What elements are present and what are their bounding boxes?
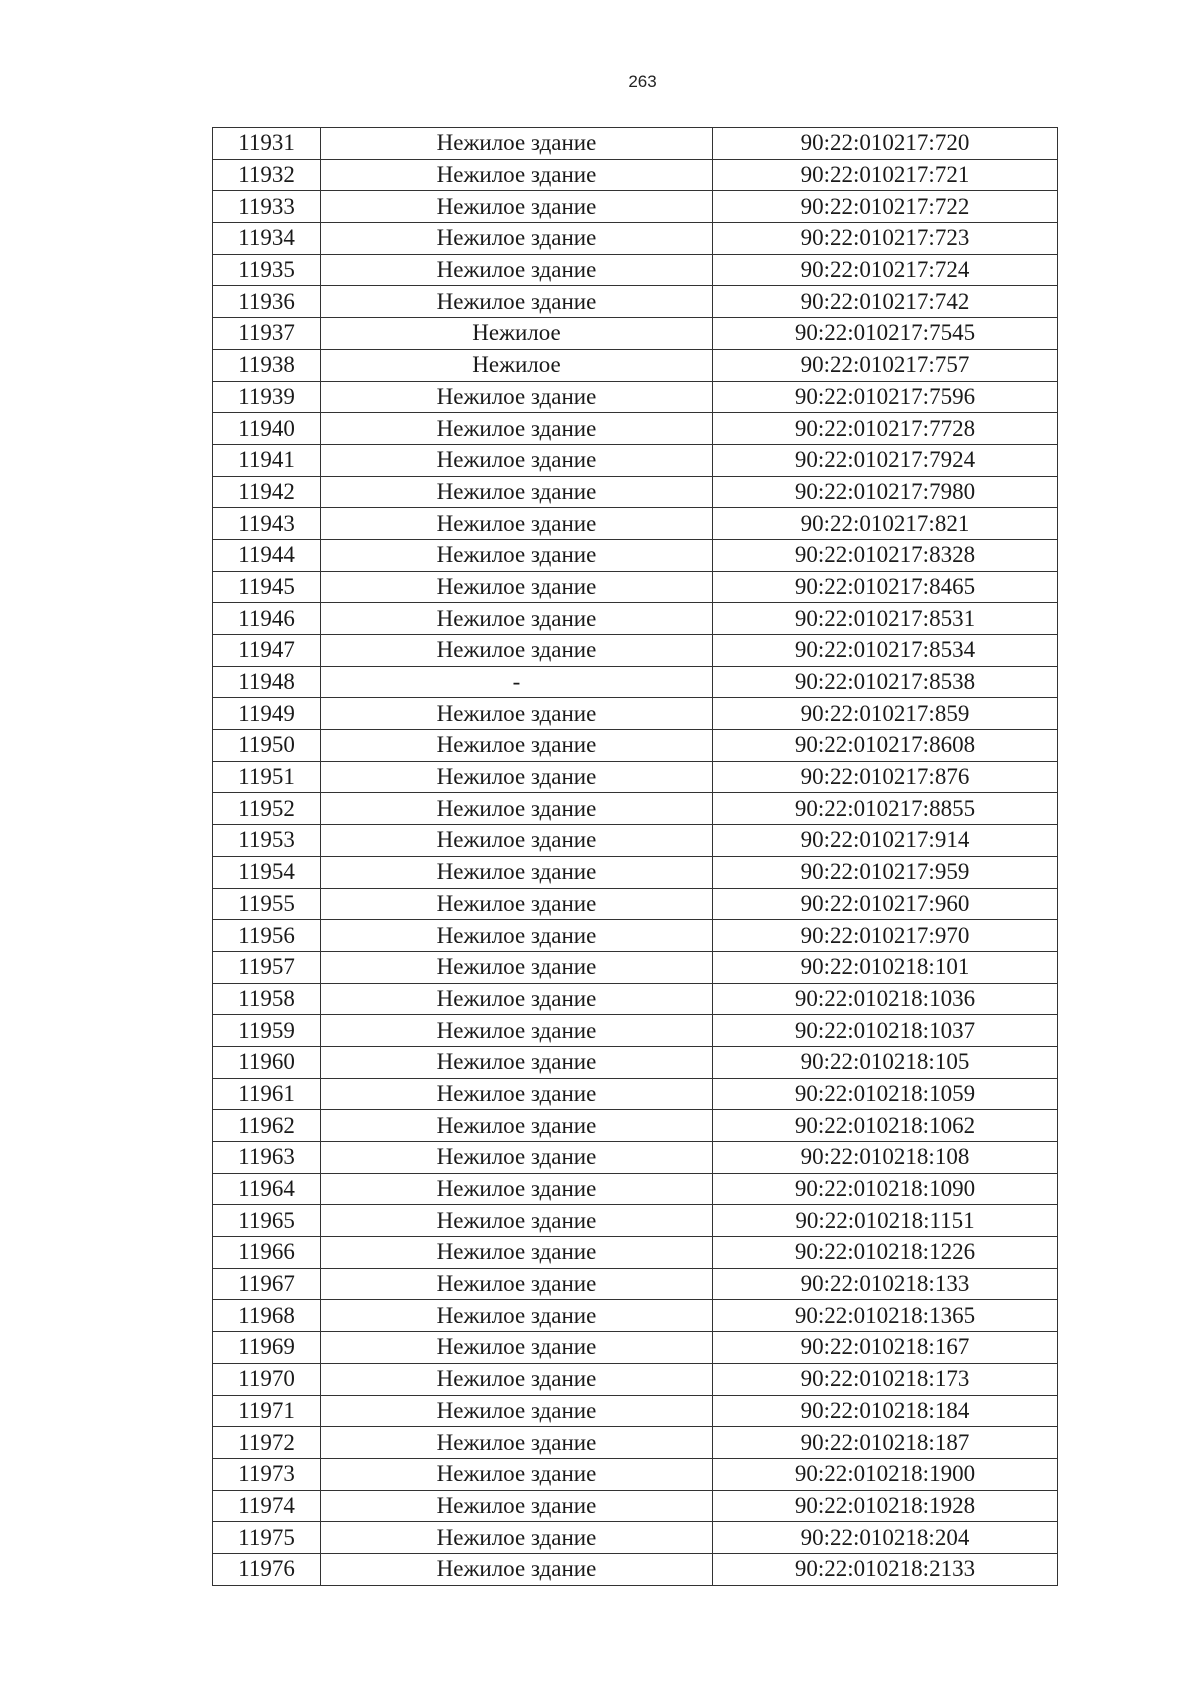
table-row <box>213 349 1058 381</box>
cadastral-number-cell: 90:22:010217:960 <box>713 888 1058 920</box>
table-row <box>213 983 1058 1015</box>
cadastral-number-cell: 90:22:010218:133 <box>713 1268 1058 1300</box>
table-row <box>213 603 1058 635</box>
row-number-cell: 11938 <box>213 349 321 381</box>
table-row <box>213 698 1058 730</box>
table-row <box>213 1427 1058 1459</box>
cadastral-number-cell: 90:22:010217:7924 <box>713 444 1058 476</box>
object-type-cell: Нежилое здание <box>321 159 713 191</box>
cadastral-number-cell: 90:22:010217:8538 <box>713 666 1058 698</box>
object-type-cell: Нежилое здание <box>321 286 713 318</box>
page-number: 263 <box>628 72 657 91</box>
table-row <box>213 444 1058 476</box>
table-row <box>213 159 1058 191</box>
cadastral-number-cell: 90:22:010218:2133 <box>713 1553 1058 1585</box>
table-row <box>213 635 1058 667</box>
cadastral-number-cell: 90:22:010218:105 <box>713 1046 1058 1078</box>
row-number-cell: 11971 <box>213 1395 321 1427</box>
cadastral-number-cell: 90:22:010218:1059 <box>713 1078 1058 1110</box>
object-type-cell: Нежилое здание <box>321 1395 713 1427</box>
cadastral-number-cell: 90:22:010217:721 <box>713 159 1058 191</box>
object-type-cell: Нежилое здание <box>321 730 713 762</box>
table-row <box>213 381 1058 413</box>
cadastral-number-cell: 90:22:010217:859 <box>713 698 1058 730</box>
row-number-cell: 11968 <box>213 1300 321 1332</box>
row-number-cell: 11960 <box>213 1046 321 1078</box>
object-type-cell: Нежилое здание <box>321 951 713 983</box>
object-type-cell: Нежилое здание <box>321 603 713 635</box>
table-row <box>213 318 1058 350</box>
row-number-cell: 11957 <box>213 951 321 983</box>
row-number-cell: 11975 <box>213 1522 321 1554</box>
row-number-cell: 11964 <box>213 1173 321 1205</box>
object-type-cell: Нежилое здание <box>321 1332 713 1364</box>
object-type-cell: Нежилое здание <box>321 1490 713 1522</box>
table-row <box>213 1046 1058 1078</box>
row-number-cell: 11932 <box>213 159 321 191</box>
table-row <box>213 1395 1058 1427</box>
cadastral-number-cell: 90:22:010218:167 <box>713 1332 1058 1364</box>
table-row <box>213 476 1058 508</box>
cadastral-number-cell: 90:22:010218:184 <box>713 1395 1058 1427</box>
object-type-cell: Нежилое здание <box>321 191 713 223</box>
row-number-cell: 11966 <box>213 1237 321 1269</box>
row-number-cell: 11949 <box>213 698 321 730</box>
row-number-cell: 11969 <box>213 1332 321 1364</box>
table-row <box>213 1332 1058 1364</box>
table-row <box>213 128 1058 160</box>
cadastral-number-cell: 90:22:010218:173 <box>713 1363 1058 1395</box>
cadastral-number-cell: 90:22:010217:876 <box>713 761 1058 793</box>
row-number-cell: 11959 <box>213 1015 321 1047</box>
row-number-cell: 11943 <box>213 508 321 540</box>
object-type-cell: Нежилое <box>321 349 713 381</box>
cadastral-number-cell: 90:22:010217:7596 <box>713 381 1058 413</box>
object-type-cell: Нежилое здание <box>321 508 713 540</box>
cadastral-number-cell: 90:22:010217:742 <box>713 286 1058 318</box>
table-row <box>213 254 1058 286</box>
cadastral-number-cell: 90:22:010217:970 <box>713 920 1058 952</box>
table-row <box>213 286 1058 318</box>
table-row <box>213 1522 1058 1554</box>
object-type-cell: Нежилое здание <box>321 1046 713 1078</box>
row-number-cell: 11976 <box>213 1553 321 1585</box>
object-type-cell: Нежилое здание <box>321 571 713 603</box>
object-type-cell: - <box>321 666 713 698</box>
table-row <box>213 1553 1058 1585</box>
table-row <box>213 571 1058 603</box>
object-type-cell: Нежилое здание <box>321 635 713 667</box>
registry-table-body <box>213 128 1058 1586</box>
table-row <box>213 1173 1058 1205</box>
table-row <box>213 856 1058 888</box>
cadastral-number-cell: 90:22:010217:8465 <box>713 571 1058 603</box>
table-row <box>213 825 1058 857</box>
object-type-cell: Нежилое здание <box>321 698 713 730</box>
row-number-cell: 11937 <box>213 318 321 350</box>
object-type-cell: Нежилое здание <box>321 223 713 255</box>
table-row <box>213 1078 1058 1110</box>
object-type-cell: Нежилое здание <box>321 381 713 413</box>
registry-table <box>212 127 1058 1586</box>
table-row <box>213 539 1058 571</box>
cadastral-number-cell: 90:22:010218:1090 <box>713 1173 1058 1205</box>
cadastral-number-cell: 90:22:010217:8328 <box>713 539 1058 571</box>
row-number-cell: 11973 <box>213 1458 321 1490</box>
table-row <box>213 1237 1058 1269</box>
object-type-cell: Нежилое здание <box>321 1078 713 1110</box>
row-number-cell: 11958 <box>213 983 321 1015</box>
table-row <box>213 1490 1058 1522</box>
table-row <box>213 761 1058 793</box>
cadastral-number-cell: 90:22:010217:722 <box>713 191 1058 223</box>
row-number-cell: 11972 <box>213 1427 321 1459</box>
cadastral-number-cell: 90:22:010218:1365 <box>713 1300 1058 1332</box>
cadastral-number-cell: 90:22:010217:724 <box>713 254 1058 286</box>
cadastral-number-cell: 90:22:010218:187 <box>713 1427 1058 1459</box>
object-type-cell: Нежилое здание <box>321 1173 713 1205</box>
object-type-cell: Нежилое здание <box>321 1363 713 1395</box>
row-number-cell: 11950 <box>213 730 321 762</box>
row-number-cell: 11952 <box>213 793 321 825</box>
object-type-cell: Нежилое здание <box>321 1300 713 1332</box>
table-row <box>213 920 1058 952</box>
object-type-cell: Нежилое здание <box>321 856 713 888</box>
row-number-cell: 11961 <box>213 1078 321 1110</box>
cadastral-number-cell: 90:22:010217:757 <box>713 349 1058 381</box>
object-type-cell: Нежилое здание <box>321 983 713 1015</box>
row-number-cell: 11934 <box>213 223 321 255</box>
table-row <box>213 1142 1058 1174</box>
object-type-cell: Нежилое здание <box>321 539 713 571</box>
cadastral-number-cell: 90:22:010218:1928 <box>713 1490 1058 1522</box>
table-row <box>213 666 1058 698</box>
table-row <box>213 508 1058 540</box>
object-type-cell: Нежилое здание <box>321 1110 713 1142</box>
cadastral-number-cell: 90:22:010217:7728 <box>713 413 1058 445</box>
cadastral-number-cell: 90:22:010218:1037 <box>713 1015 1058 1047</box>
row-number-cell: 11974 <box>213 1490 321 1522</box>
cadastral-number-cell: 90:22:010217:7545 <box>713 318 1058 350</box>
object-type-cell: Нежилое здание <box>321 920 713 952</box>
table-row <box>213 888 1058 920</box>
table-row <box>213 191 1058 223</box>
object-type-cell: Нежилое здание <box>321 1522 713 1554</box>
table-row <box>213 223 1058 255</box>
table-row <box>213 730 1058 762</box>
object-type-cell: Нежилое <box>321 318 713 350</box>
cadastral-number-cell: 90:22:010217:7980 <box>713 476 1058 508</box>
table-row <box>213 1110 1058 1142</box>
object-type-cell: Нежилое здание <box>321 1268 713 1300</box>
object-type-cell: Нежилое здание <box>321 1427 713 1459</box>
table-row <box>213 1363 1058 1395</box>
cadastral-number-cell: 90:22:010217:720 <box>713 128 1058 160</box>
row-number-cell: 11940 <box>213 413 321 445</box>
object-type-cell: Нежилое здание <box>321 254 713 286</box>
object-type-cell: Нежилое здание <box>321 888 713 920</box>
cadastral-number-cell: 90:22:010217:8855 <box>713 793 1058 825</box>
object-type-cell: Нежилое здание <box>321 825 713 857</box>
row-number-cell: 11956 <box>213 920 321 952</box>
object-type-cell: Нежилое здание <box>321 444 713 476</box>
row-number-cell: 11951 <box>213 761 321 793</box>
row-number-cell: 11941 <box>213 444 321 476</box>
row-number-cell: 11947 <box>213 635 321 667</box>
object-type-cell: Нежилое здание <box>321 413 713 445</box>
object-type-cell: Нежилое здание <box>321 793 713 825</box>
row-number-cell: 11933 <box>213 191 321 223</box>
row-number-cell: 11965 <box>213 1205 321 1237</box>
cadastral-number-cell: 90:22:010217:8608 <box>713 730 1058 762</box>
row-number-cell: 11953 <box>213 825 321 857</box>
cadastral-number-cell: 90:22:010217:8531 <box>713 603 1058 635</box>
table-row <box>213 1268 1058 1300</box>
row-number-cell: 11970 <box>213 1363 321 1395</box>
table-row <box>213 1458 1058 1490</box>
row-number-cell: 11945 <box>213 571 321 603</box>
table-row <box>213 793 1058 825</box>
table-row <box>213 1015 1058 1047</box>
object-type-cell: Нежилое здание <box>321 476 713 508</box>
row-number-cell: 11935 <box>213 254 321 286</box>
cadastral-number-cell: 90:22:010218:204 <box>713 1522 1058 1554</box>
cadastral-number-cell: 90:22:010218:108 <box>713 1142 1058 1174</box>
object-type-cell: Нежилое здание <box>321 1142 713 1174</box>
row-number-cell: 11931 <box>213 128 321 160</box>
table-row <box>213 1300 1058 1332</box>
cadastral-number-cell: 90:22:010217:723 <box>713 223 1058 255</box>
row-number-cell: 11967 <box>213 1268 321 1300</box>
row-number-cell: 11954 <box>213 856 321 888</box>
row-number-cell: 11936 <box>213 286 321 318</box>
object-type-cell: Нежилое здание <box>321 1458 713 1490</box>
object-type-cell: Нежилое здание <box>321 128 713 160</box>
cadastral-number-cell: 90:22:010218:1062 <box>713 1110 1058 1142</box>
cadastral-number-cell: 90:22:010217:959 <box>713 856 1058 888</box>
object-type-cell: Нежилое здание <box>321 1237 713 1269</box>
row-number-cell: 11944 <box>213 539 321 571</box>
object-type-cell: Нежилое здание <box>321 1205 713 1237</box>
table-row <box>213 1205 1058 1237</box>
cadastral-number-cell: 90:22:010218:1036 <box>713 983 1058 1015</box>
cadastral-number-cell: 90:22:010217:821 <box>713 508 1058 540</box>
row-number-cell: 11939 <box>213 381 321 413</box>
object-type-cell: Нежилое здание <box>321 761 713 793</box>
cadastral-number-cell: 90:22:010217:914 <box>713 825 1058 857</box>
table-row <box>213 413 1058 445</box>
cadastral-number-cell: 90:22:010218:101 <box>713 951 1058 983</box>
row-number-cell: 11946 <box>213 603 321 635</box>
row-number-cell: 11963 <box>213 1142 321 1174</box>
object-type-cell: Нежилое здание <box>321 1015 713 1047</box>
cadastral-number-cell: 90:22:010218:1151 <box>713 1205 1058 1237</box>
row-number-cell: 11948 <box>213 666 321 698</box>
cadastral-number-cell: 90:22:010217:8534 <box>713 635 1058 667</box>
row-number-cell: 11955 <box>213 888 321 920</box>
row-number-cell: 11962 <box>213 1110 321 1142</box>
table-row <box>213 951 1058 983</box>
cadastral-number-cell: 90:22:010218:1900 <box>713 1458 1058 1490</box>
object-type-cell: Нежилое здание <box>321 1553 713 1585</box>
cadastral-number-cell: 90:22:010218:1226 <box>713 1237 1058 1269</box>
row-number-cell: 11942 <box>213 476 321 508</box>
